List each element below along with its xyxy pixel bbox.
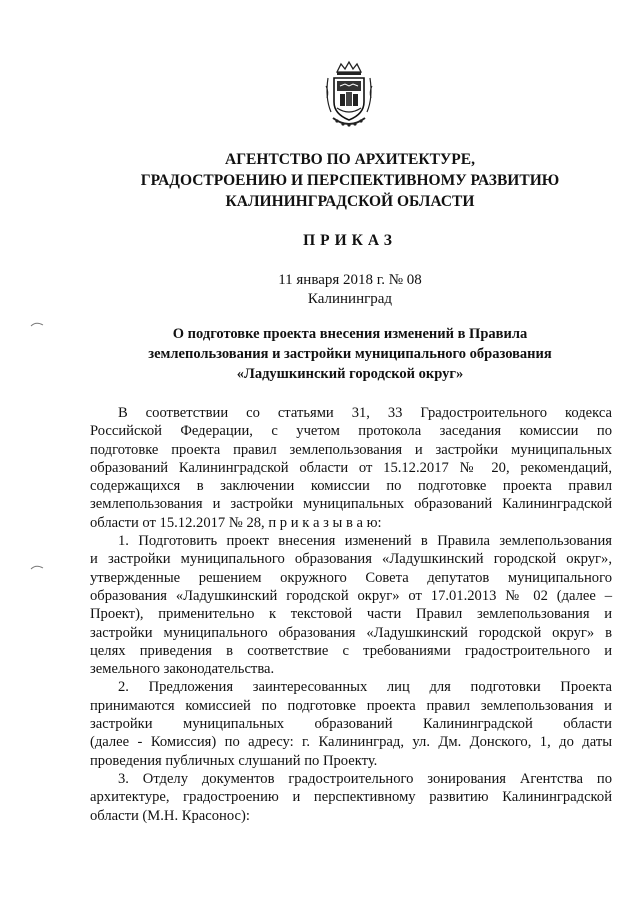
body-line: области (М.Н. Красонос):: [90, 807, 250, 824]
body-line: области от 15.12.2017 № 28, п р и к а з ы в а ю:: [90, 514, 382, 531]
body-line: В соответствии со статьями 31, 33 Градостроительного кодекса: [118, 405, 612, 421]
order-body: [90, 404, 612, 825]
order-title: ПРИКАЗ: [303, 232, 397, 249]
subject-line-1: О подготовке проекта внесения изменений в Правила: [172, 326, 528, 342]
body-line: землепользования и застройки муниципальных образований Калининградской: [90, 496, 612, 513]
margin-mark: [30, 563, 44, 573]
body-line: архитектуре, градостроению и перспективному развитию Калининградской: [90, 789, 612, 806]
order-subject: [90, 324, 610, 384]
body-line: утвержденные решением окружного Совета депутатов муниципального: [90, 569, 612, 586]
body-line: содержащихся в заключении комиссии по подготовке проекта правил: [90, 478, 612, 495]
subject-line-3: «Ладушкинский городской округ»: [236, 366, 464, 382]
body-line: Проект), применительно к текстовой части Правил землепользования и: [90, 606, 612, 623]
agency-line-2: ГРАДОСТРОЕНИЮ И ПЕРСПЕКТИВНОМУ РАЗВИТИЮ: [140, 172, 560, 189]
body-line: земельного законодательства.: [90, 661, 275, 678]
agency-line-1: АГЕНТСТВО ПО АРХИТЕКТУРЕ,: [225, 151, 475, 168]
body-line: проведения публичных слушаний по Проекту.: [90, 752, 378, 769]
body-line: подготовке проекта правил землепользования и застройки муниципальных: [90, 441, 612, 458]
body-line: (далее - Комиссия) по адресу: г. Калининград, ул. Дм. Донского, 1, до даты: [90, 734, 612, 751]
order-city: Калининград: [307, 291, 393, 307]
order-date-number: 11 января 2018 г. № 08: [278, 272, 422, 288]
body-line: застройки муниципального образования «Ладушкинский городской округ» в: [90, 624, 612, 641]
agency-line-3: КАЛИНИНГРАДСКОЙ ОБЛАСТИ: [225, 193, 475, 210]
body-line: 3. Отделу документов градостроительного зонирования Агентства по: [118, 770, 612, 787]
body-line: образования «Ладушкинский городской округ» от 17.01.2013 № 02 (далее –: [90, 587, 612, 604]
body-line: Российской Федерации, с учетом протокола заседания комиссии по: [90, 423, 612, 440]
coat-of-arms-emblem: [323, 58, 375, 128]
body-line: целях приведения в соответствие с требованиями градостроительного и: [90, 642, 612, 659]
body-line: и застройки муниципального образования «Ладушкинский городской округ»,: [90, 551, 612, 568]
body-line: 1. Подготовить проект внесения изменений в Правила землепользования: [118, 533, 612, 550]
body-line: 2. Предложения заинтересованных лиц для подготовки Проекта: [118, 679, 612, 696]
agency-name: [90, 149, 610, 212]
subject-line-2: землепользования и застройки муниципального образования: [148, 346, 552, 362]
margin-mark: [30, 320, 44, 330]
body-line: принимаются комиссией по подготовке проекта правил землепользования и: [90, 697, 612, 714]
body-line: образований Калининградской области от 15.12.2017 № 20, рекомендаций,: [90, 459, 612, 476]
body-line: застройки муниципальных образований Калининградской области: [90, 716, 612, 733]
